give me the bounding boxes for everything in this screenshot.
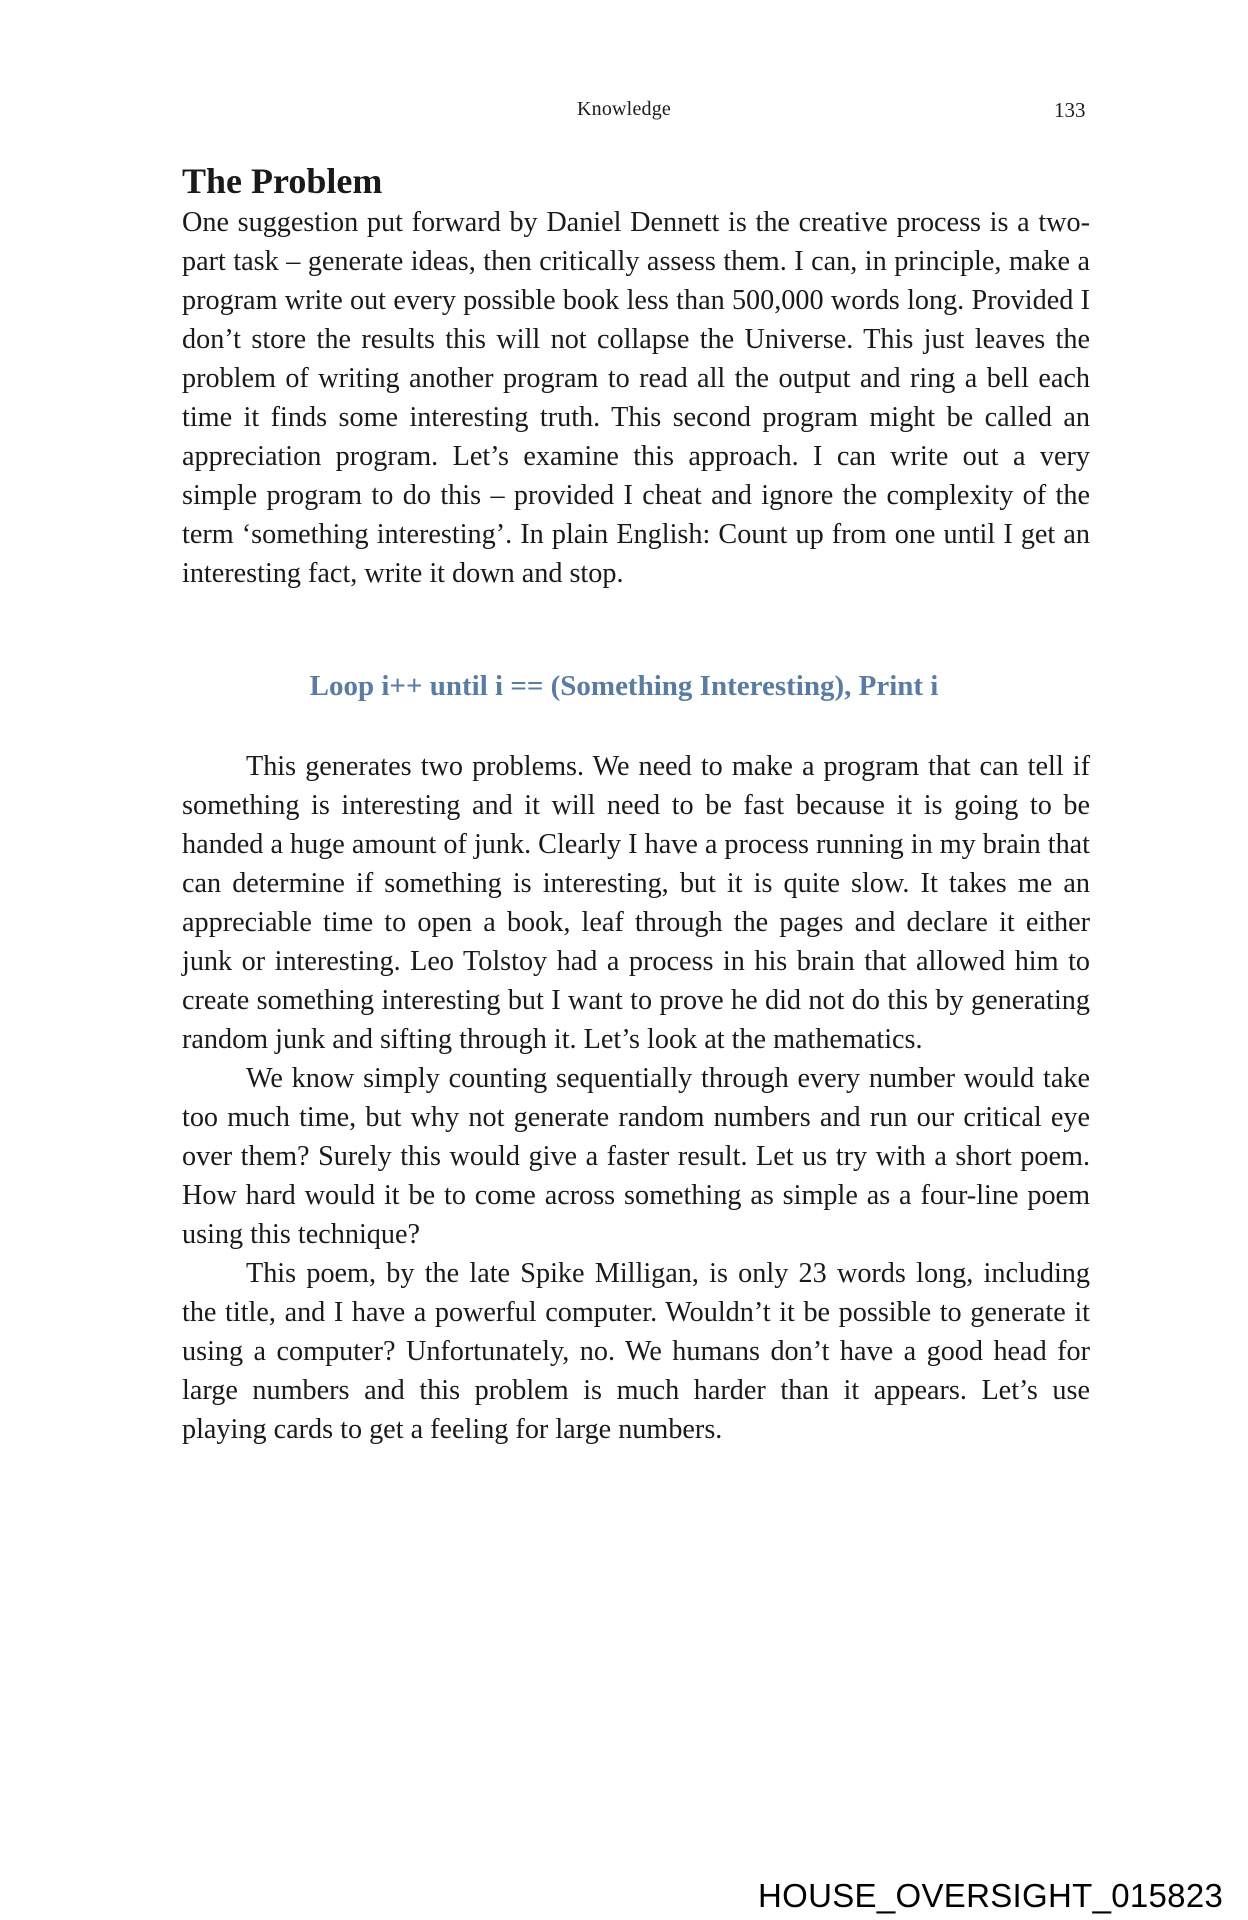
body-paragraph-2: This generates two problems. We need to make a program that can tell if something is interesting and it will need to be fast because it is going to be handed a huge amount of junk. Clearly I have a process running in my brain that can determine if something is interesting, but it is quite slow. It takes me an appreciable time to open a book, leaf through the pages and declare it either junk or interesting. Leo Tolstoy had a process in his brain that allowed him to create something interesting but I want to prove he did not do this by generating random junk and sifting through it. Let’s look at the mathematics. (182, 751, 1091, 1055)
body-paragraph-4: This poem, by the late Spike Milligan, is only 23 words long, including the title, and I have a powerful computer. Wouldn’t it be possible to generate it using a computer? Unfortunately, no. We humans don’t have a good head for large numbers and this problem is much harder than it appears. Let’s use playing cards to get a feeling for large numbers. (182, 1258, 1090, 1445)
running-head: Knowledge (577, 98, 671, 120)
section-title: The Problem (182, 161, 383, 201)
paragraph-text: One suggestion put forward by Daniel Dennett is the creative process is a two-part task – generate ideas, then critically assess them. I can, in principle, make a program write out every possible book less than 500,000 words long. Provided I don’t store the results this will not collapse the Universe. This just leaves the problem of writing another program to read all the output and ring a bell each time it finds some interesting truth. This second program might be called an appreciation program. Let’s examine this approach. I can write out a very simple program to do this – provided I cheat and ignore the complexity of the term ‘something interesting’. In plain English: Count up from one until I get an interesting fact, write it down and stop. (182, 207, 1090, 589)
page-number: 133 (1054, 98, 1086, 122)
body-paragraph-3: We know simply counting sequentially through every number would take too much time, but why not generate random numbers and run our critical eye over them? Surely this would give a faster result. Let us try with a short poem. How hard would it be to come across something as simple as a four-line poem using this technique? (182, 1063, 1090, 1250)
body-paragraph-1 (182, 203, 1090, 593)
bates-number: HOUSE_OVERSIGHT_015823 (758, 1877, 1224, 1914)
body-paragraphs (182, 747, 1090, 1449)
code-line: Loop i++ until i == (Something Interesting), Print i (309, 670, 939, 702)
